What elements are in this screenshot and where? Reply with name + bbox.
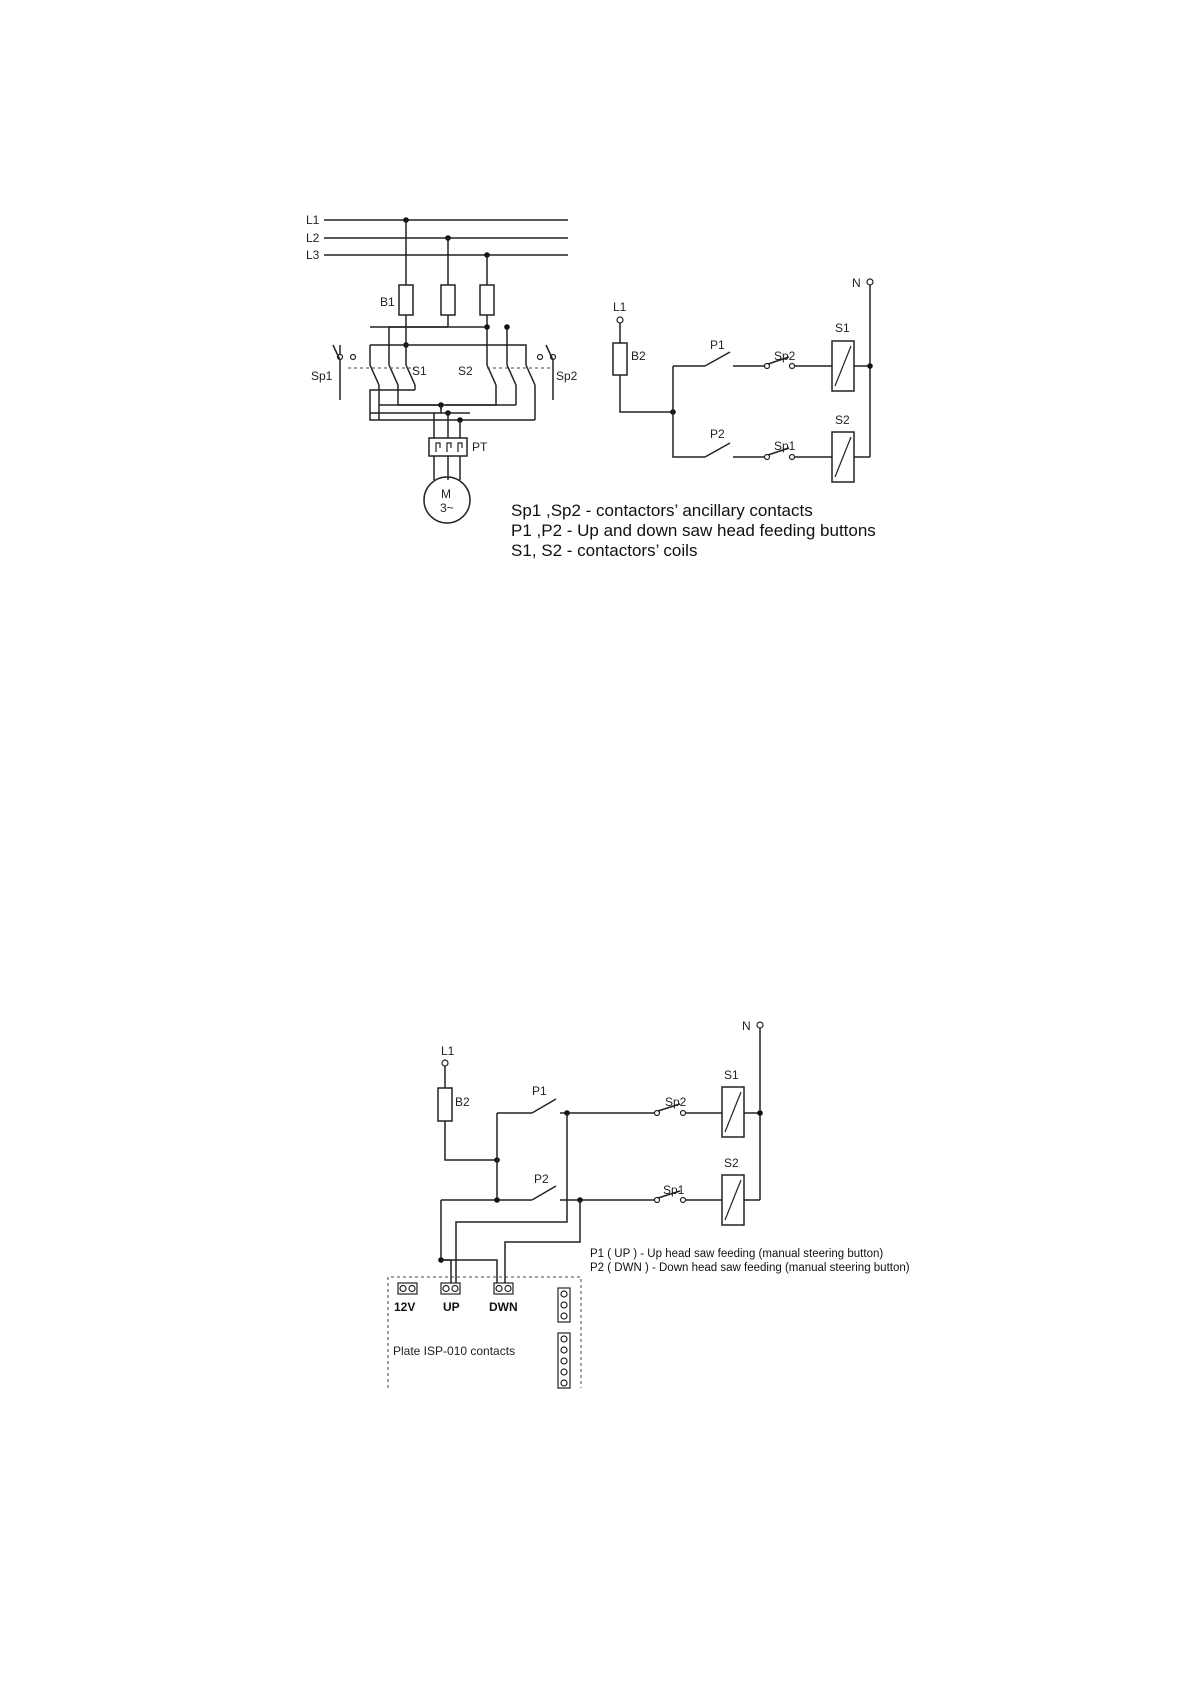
legend-line: Sp1 ,Sp2 - contactors’ ancillary contacts [511, 501, 813, 520]
label-12v: 12V [394, 1300, 416, 1314]
button-p1-2 [532, 1099, 556, 1113]
label-sp1: Sp1 [311, 369, 333, 383]
label-s1: S1 [412, 364, 427, 378]
motor-label: M [441, 487, 451, 501]
label-p2: P2 [710, 427, 725, 441]
terminal-l1 [617, 317, 623, 323]
label-l1-control: L1 [613, 300, 627, 314]
terminal-n [867, 279, 873, 285]
fuse-b2-2 [438, 1088, 452, 1121]
label-sp2: Sp2 [556, 369, 578, 383]
terminal-l1-2 [442, 1060, 448, 1066]
label-coil-s2-2: S2 [724, 1156, 739, 1170]
label-l3: L3 [306, 248, 320, 262]
label-coil-s1-2: S1 [724, 1068, 739, 1082]
legend-1 [511, 501, 876, 560]
motor-phase-label: 3~ [440, 501, 454, 515]
label-dwn: DWN [489, 1300, 518, 1314]
label-n: N [852, 276, 861, 290]
legend-line: P2 ( DWN ) - Down head saw feeding (manual steering button) [590, 1262, 910, 1274]
button-p2-2 [532, 1186, 556, 1200]
label-l1-2: L1 [441, 1044, 455, 1058]
legend-line: S1, S2 - contactors’ coils [511, 541, 698, 560]
label-b1: B1 [380, 295, 395, 309]
label-coil-s2: S2 [835, 413, 850, 427]
fuse-b1-l3 [480, 285, 494, 315]
thermal-relay-pt [429, 438, 467, 456]
plate-title: Plate ISP-010 contacts [393, 1344, 516, 1358]
label-l1: L1 [306, 213, 320, 227]
button-p1 [705, 352, 730, 366]
label-n2: N [742, 1019, 751, 1033]
terminal-n2 [757, 1022, 763, 1028]
label-p1-2: P1 [532, 1084, 547, 1098]
legend-line: P1 ( UP ) - Up head saw feeding (manual steering button) [590, 1248, 884, 1260]
fuse-b1-l1 [399, 285, 413, 315]
label-b2: B2 [631, 349, 646, 363]
control-circuit-1 [613, 276, 873, 482]
plate-isp-010 [388, 1277, 581, 1388]
label-coil-s1: S1 [835, 321, 850, 335]
label-p2-2: P2 [534, 1172, 549, 1186]
label-s2: S2 [458, 364, 473, 378]
label-b2-2: B2 [455, 1095, 470, 1109]
label-pt: PT [472, 440, 488, 454]
aux-contact-sp2 [538, 345, 556, 400]
label-up: UP [443, 1300, 460, 1314]
label-sp1-control: Sp1 [774, 439, 796, 453]
label-sp2-2: Sp2 [665, 1095, 687, 1109]
fuse-b2 [613, 343, 627, 375]
control-circuit-2 [438, 1019, 763, 1283]
button-p2 [705, 443, 730, 457]
label-sp1-2: Sp1 [663, 1183, 685, 1197]
power-circuit [306, 213, 578, 523]
legend-line: P1 ,P2 - Up and down saw head feeding buttons [511, 521, 876, 540]
label-sp2-control: Sp2 [774, 349, 796, 363]
fuse-b1-l2 [441, 285, 455, 315]
label-l2: L2 [306, 231, 320, 245]
aux-contact-sp1 [333, 345, 356, 400]
legend-2 [590, 1248, 910, 1274]
label-p1: P1 [710, 338, 725, 352]
